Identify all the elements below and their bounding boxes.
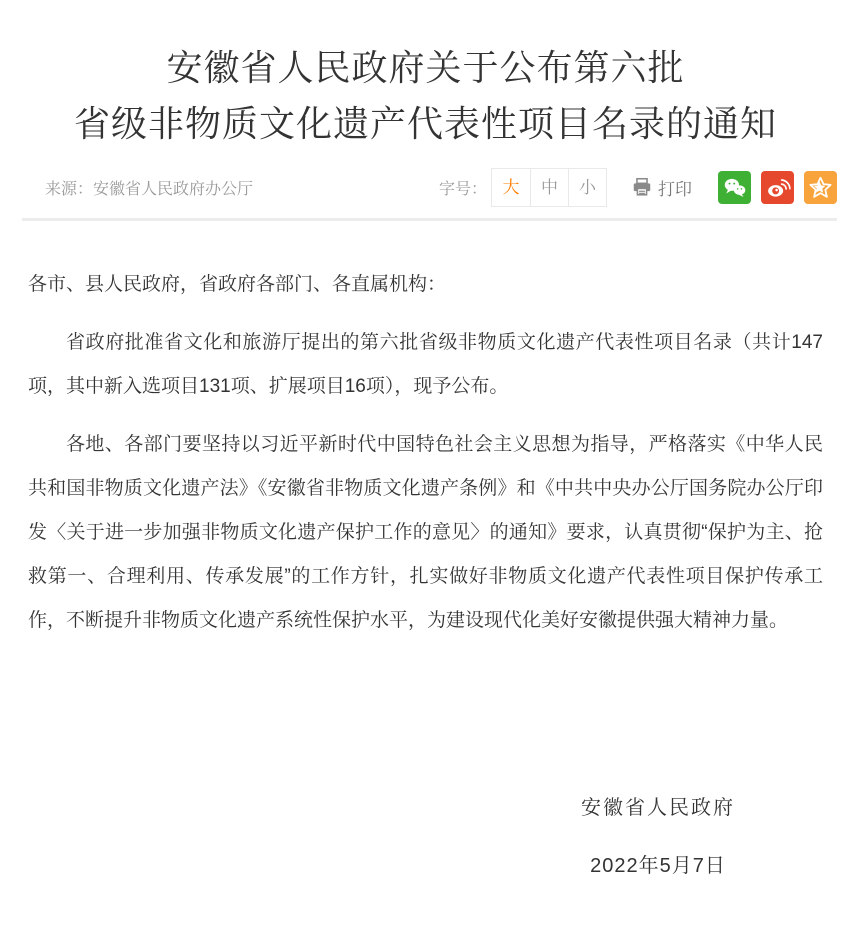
- signature-block: [28, 793, 823, 881]
- printer-icon: [631, 176, 653, 198]
- print-button[interactable]: [631, 175, 692, 200]
- body-paragraph-1: 省政府批准省文化和旅游厅提出的第六批省级非物质文化遗产代表性项目名录（共计147项，其中新入选项目131项、扩展项目16项），现予公布。: [28, 332, 823, 397]
- weibo-share-icon[interactable]: [761, 171, 794, 204]
- favorite-share-icon[interactable]: [804, 171, 837, 204]
- font-size-label: 字号：: [438, 180, 487, 198]
- salutation-paragraph: 各市、县人民政府，省政府各部门、各直属机构：: [28, 274, 447, 295]
- share-buttons: [708, 171, 837, 204]
- font-size-medium-button[interactable]: 中: [530, 169, 568, 206]
- signature-issuer: 安徽省人民政府: [581, 797, 735, 819]
- font-size-small-button[interactable]: 小: [568, 169, 606, 206]
- page-title: [0, 0, 851, 152]
- body-paragraph-2: 各地、各部门要坚持以习近平新时代中国特色社会主义思想为指导，严格落实《中华人民共和国非物质文化遗产法》《安徽省非物质文化遗产条例》和《中共中央办公厅国务院办公厅印发〈关于进一步加强非物质文化遗产保护工作的意见〉的通知》要求，认真贯彻“保护为主、抢救第一、合理利用、传承发展”的工作方针，扎实做好非物质文化遗产代表性项目保护传承工作，不断提升非物质文化遗产系统性保护水平，为建设现代化美好安徽提供强大精神力量。: [28, 434, 823, 631]
- article-body: [0, 221, 851, 881]
- font-size-large-button[interactable]: 大: [492, 169, 530, 206]
- wechat-share-icon[interactable]: [718, 171, 751, 204]
- print-label: 打印: [658, 179, 692, 199]
- font-size-selector: [491, 168, 607, 207]
- source-label: 来源：安徽省人民政府办公厅: [45, 180, 254, 198]
- title-line-2: 省级非物质文化遗产代表性项目名录的通知: [73, 103, 777, 144]
- title-line-1: 安徽省人民政府关于公布第六批: [166, 47, 685, 88]
- signature-date: 2022年5月7日: [590, 855, 726, 877]
- meta-toolbar: [0, 166, 851, 208]
